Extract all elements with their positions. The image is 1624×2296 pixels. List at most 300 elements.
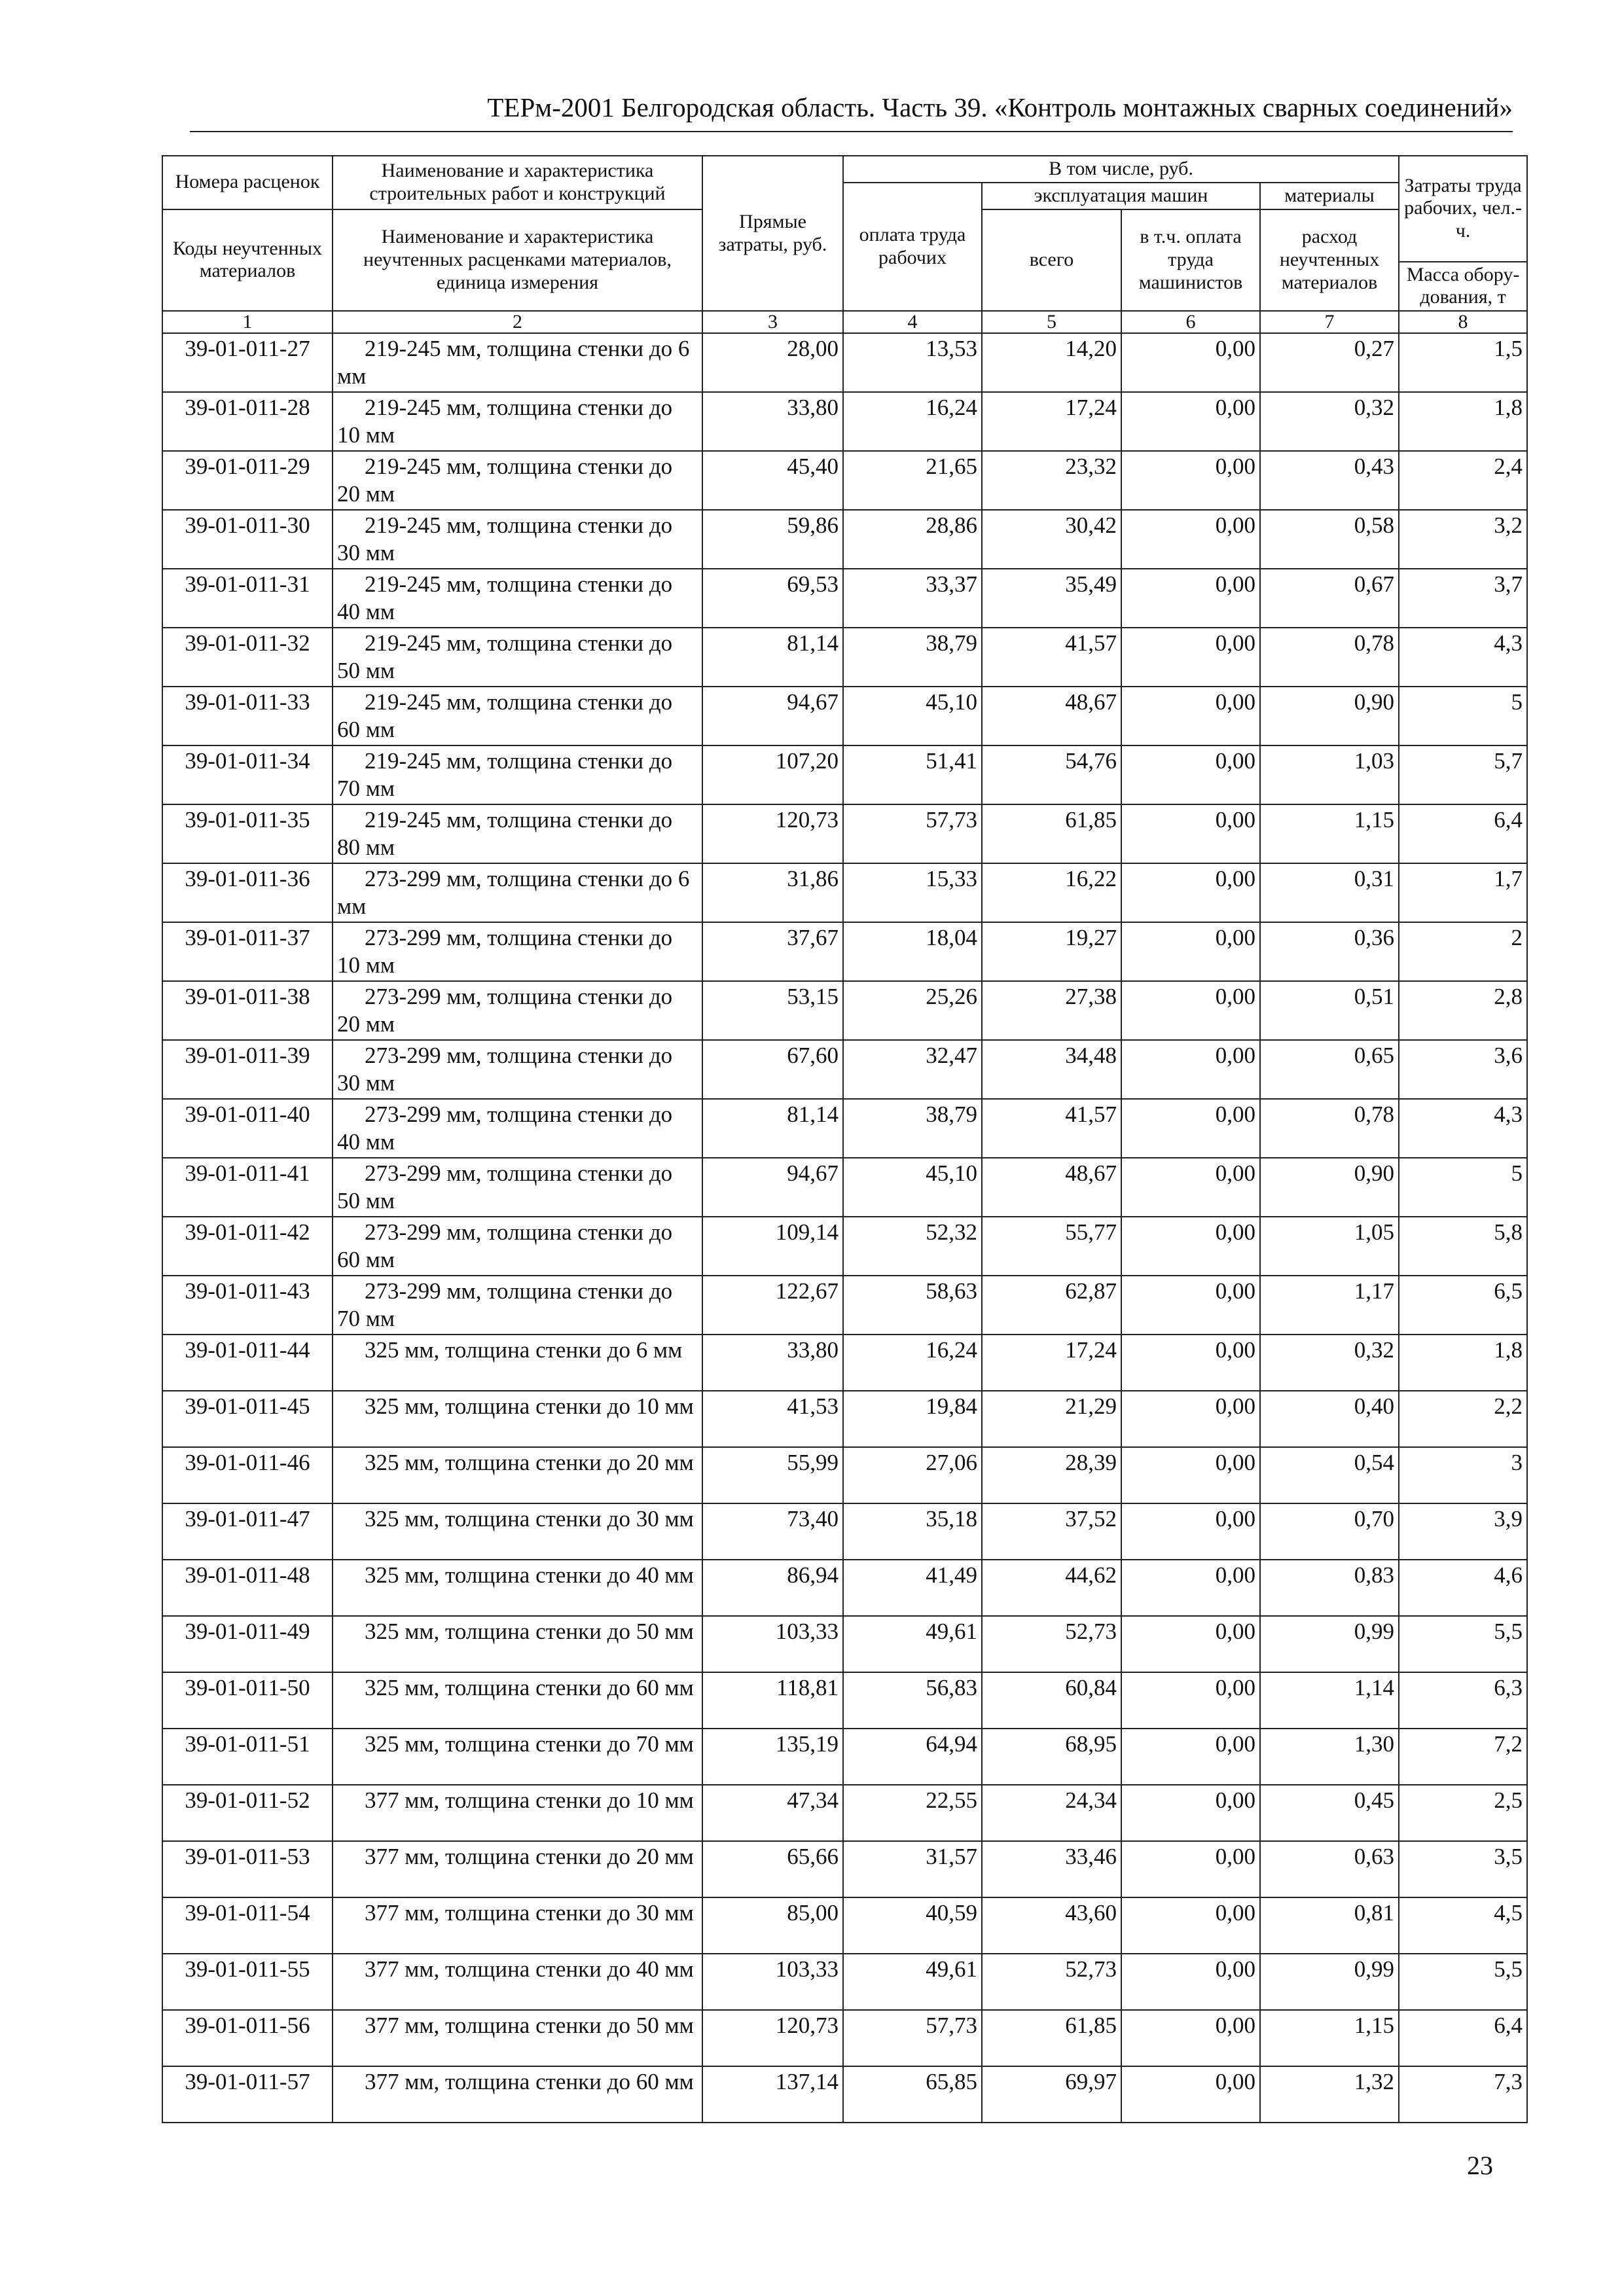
- rate-code-cell: 39-01-011-45: [162, 1391, 333, 1447]
- rate-code-cell: 39-01-011-55: [162, 1954, 333, 2010]
- header-materials: материалы: [1260, 183, 1399, 209]
- operators-pay-cell: 0,00: [1121, 2010, 1260, 2066]
- operators-pay-cell: 0,00: [1121, 1099, 1260, 1158]
- machines-total-cell: 60,84: [982, 1672, 1121, 1729]
- machines-total-cell: 52,73: [982, 1954, 1121, 2010]
- operators-pay-cell: 0,00: [1121, 1040, 1260, 1099]
- header-machines-total: всего: [982, 209, 1121, 312]
- rate-code-cell: 39-01-011-34: [162, 745, 333, 804]
- work-description-cell: 273-299 мм, толщина стенки до 40 мм: [333, 1099, 702, 1158]
- direct-costs-cell: 55,99: [702, 1447, 843, 1503]
- labor-costs-cell: 3,9: [1399, 1503, 1527, 1560]
- materials-cost-cell: 1,14: [1260, 1672, 1399, 1729]
- labor-costs-cell: 3,2: [1399, 510, 1527, 569]
- materials-cost-cell: 0,90: [1260, 687, 1399, 745]
- header-direct-costs: Прямые затраты, руб.: [702, 156, 843, 311]
- header-rate-numbers: Номера расценок: [162, 156, 333, 209]
- workers-pay-cell: 58,63: [843, 1276, 982, 1335]
- machines-total-cell: 35,49: [982, 569, 1121, 628]
- work-description-cell: 219-245 мм, толщина стенки до 20 мм: [333, 451, 702, 510]
- operators-pay-cell: 0,00: [1121, 922, 1260, 981]
- machines-total-cell: 19,27: [982, 922, 1121, 981]
- materials-cost-cell: 0,32: [1260, 1335, 1399, 1391]
- rate-code-cell: 39-01-011-38: [162, 981, 333, 1040]
- column-number: 4: [843, 311, 982, 333]
- materials-cost-cell: 1,30: [1260, 1729, 1399, 1785]
- machines-total-cell: 33,46: [982, 1841, 1121, 1897]
- materials-cost-cell: 0,81: [1260, 1897, 1399, 1954]
- labor-costs-cell: 6,4: [1399, 804, 1527, 863]
- rate-code-cell: 39-01-011-57: [162, 2066, 333, 2123]
- operators-pay-cell: 0,00: [1121, 863, 1260, 922]
- materials-cost-cell: 0,54: [1260, 1447, 1399, 1503]
- workers-pay-cell: 45,10: [843, 1158, 982, 1217]
- table-row: [162, 628, 1527, 687]
- work-description-cell: 325 мм, толщина стенки до 10 мм: [333, 1391, 702, 1447]
- workers-pay-cell: 49,61: [843, 1616, 982, 1672]
- machines-total-cell: 14,20: [982, 333, 1121, 392]
- materials-cost-cell: 0,27: [1260, 333, 1399, 392]
- direct-costs-cell: 33,80: [702, 1335, 843, 1391]
- machines-total-cell: 55,77: [982, 1217, 1121, 1276]
- direct-costs-cell: 94,67: [702, 687, 843, 745]
- header-machine-operation: эксплуатация машин: [982, 183, 1260, 209]
- machines-total-cell: 43,60: [982, 1897, 1121, 1954]
- table-row: [162, 804, 1527, 863]
- work-description-cell: 219-245 мм, толщина стенки до 80 мм: [333, 804, 702, 863]
- workers-pay-cell: 27,06: [843, 1447, 982, 1503]
- materials-cost-cell: 0,36: [1260, 922, 1399, 981]
- labor-costs-cell: 1,5: [1399, 333, 1527, 392]
- workers-pay-cell: 21,65: [843, 451, 982, 510]
- workers-pay-cell: 35,18: [843, 1503, 982, 1560]
- machines-total-cell: 44,62: [982, 1560, 1121, 1616]
- rate-code-cell: 39-01-011-33: [162, 687, 333, 745]
- labor-costs-cell: 1,8: [1399, 1335, 1527, 1391]
- rate-code-cell: 39-01-011-37: [162, 922, 333, 981]
- workers-pay-cell: 25,26: [843, 981, 982, 1040]
- rate-code-cell: 39-01-011-48: [162, 1560, 333, 1616]
- direct-costs-cell: 137,14: [702, 2066, 843, 2123]
- labor-costs-cell: 4,3: [1399, 628, 1527, 687]
- operators-pay-cell: 0,00: [1121, 1616, 1260, 1672]
- machines-total-cell: 61,85: [982, 804, 1121, 863]
- materials-cost-cell: 0,78: [1260, 628, 1399, 687]
- header-codes-unaccounted: Коды неучтенных материалов: [162, 209, 333, 312]
- workers-pay-cell: 32,47: [843, 1040, 982, 1099]
- machines-total-cell: 61,85: [982, 2010, 1121, 2066]
- materials-cost-cell: 0,70: [1260, 1503, 1399, 1560]
- rate-code-cell: 39-01-011-32: [162, 628, 333, 687]
- table-row: [162, 1158, 1527, 1217]
- operators-pay-cell: 0,00: [1121, 1158, 1260, 1217]
- work-description-cell: 219-245 мм, толщина стенки до 70 мм: [333, 745, 702, 804]
- operators-pay-cell: 0,00: [1121, 804, 1260, 863]
- labor-costs-cell: 7,2: [1399, 1729, 1527, 1785]
- operators-pay-cell: 0,00: [1121, 510, 1260, 569]
- table-row: [162, 2066, 1527, 2123]
- table-row: [162, 1785, 1527, 1841]
- direct-costs-cell: 33,80: [702, 392, 843, 451]
- machines-total-cell: 34,48: [982, 1040, 1121, 1099]
- rate-code-cell: 39-01-011-51: [162, 1729, 333, 1785]
- work-description-cell: 325 мм, толщина стенки до 50 мм: [333, 1616, 702, 1672]
- labor-costs-cell: 2,5: [1399, 1785, 1527, 1841]
- labor-costs-cell: 6,5: [1399, 1276, 1527, 1335]
- operators-pay-cell: 0,00: [1121, 1447, 1260, 1503]
- materials-cost-cell: 0,99: [1260, 1616, 1399, 1672]
- table-row: [162, 1099, 1527, 1158]
- work-description-cell: 325 мм, толщина стенки до 60 мм: [333, 1672, 702, 1729]
- workers-pay-cell: 16,24: [843, 1335, 982, 1391]
- table-row: [162, 1335, 1527, 1391]
- table-header: [162, 156, 1527, 333]
- direct-costs-cell: 45,40: [702, 451, 843, 510]
- direct-costs-cell: 47,34: [702, 1785, 843, 1841]
- header-workers-pay: оплата труда рабочих: [843, 183, 982, 311]
- header-labor-costs: Затраты труда рабочих, чел.-ч.: [1399, 156, 1527, 262]
- operators-pay-cell: 0,00: [1121, 1391, 1260, 1447]
- rates-table: [162, 155, 1528, 2123]
- operators-pay-cell: 0,00: [1121, 1503, 1260, 1560]
- direct-costs-cell: 120,73: [702, 804, 843, 863]
- labor-costs-cell: 2,4: [1399, 451, 1527, 510]
- page-number: 23: [1467, 2151, 1493, 2180]
- direct-costs-cell: 73,40: [702, 1503, 843, 1560]
- rate-code-cell: 39-01-011-30: [162, 510, 333, 569]
- table-row: [162, 1841, 1527, 1897]
- operators-pay-cell: 0,00: [1121, 1785, 1260, 1841]
- materials-cost-cell: 0,58: [1260, 510, 1399, 569]
- direct-costs-cell: 86,94: [702, 1560, 843, 1616]
- operators-pay-cell: 0,00: [1121, 687, 1260, 745]
- direct-costs-cell: 94,67: [702, 1158, 843, 1217]
- table-row: [162, 922, 1527, 981]
- machines-total-cell: 48,67: [982, 1158, 1121, 1217]
- table-row: [162, 1616, 1527, 1672]
- header-equipment-mass: Масса обору-дования, т: [1399, 262, 1527, 312]
- workers-pay-cell: 15,33: [843, 863, 982, 922]
- materials-cost-cell: 0,67: [1260, 569, 1399, 628]
- operators-pay-cell: 0,00: [1121, 981, 1260, 1040]
- work-description-cell: 273-299 мм, толщина стенки до 20 мм: [333, 981, 702, 1040]
- workers-pay-cell: 57,73: [843, 804, 982, 863]
- direct-costs-cell: 103,33: [702, 1954, 843, 2010]
- rate-code-cell: 39-01-011-53: [162, 1841, 333, 1897]
- materials-cost-cell: 1,32: [1260, 2066, 1399, 2123]
- workers-pay-cell: 49,61: [843, 1954, 982, 2010]
- direct-costs-cell: 85,00: [702, 1897, 843, 1954]
- machines-total-cell: 24,34: [982, 1785, 1121, 1841]
- operators-pay-cell: 0,00: [1121, 392, 1260, 451]
- rate-code-cell: 39-01-011-36: [162, 863, 333, 922]
- direct-costs-cell: 122,67: [702, 1276, 843, 1335]
- materials-cost-cell: 0,40: [1260, 1391, 1399, 1447]
- materials-cost-cell: 1,15: [1260, 804, 1399, 863]
- rate-code-cell: 39-01-011-40: [162, 1099, 333, 1158]
- workers-pay-cell: 65,85: [843, 2066, 982, 2123]
- labor-costs-cell: 4,3: [1399, 1099, 1527, 1158]
- table-row: [162, 392, 1527, 451]
- labor-costs-cell: 6,4: [1399, 2010, 1527, 2066]
- column-number: 3: [702, 311, 843, 333]
- table-row: [162, 687, 1527, 745]
- operators-pay-cell: 0,00: [1121, 1672, 1260, 1729]
- work-description-cell: 377 мм, толщина стенки до 30 мм: [333, 1897, 702, 1954]
- rate-code-cell: 39-01-011-43: [162, 1276, 333, 1335]
- rate-code-cell: 39-01-011-42: [162, 1217, 333, 1276]
- work-description-cell: 377 мм, толщина стенки до 10 мм: [333, 1785, 702, 1841]
- labor-costs-cell: 4,5: [1399, 1897, 1527, 1954]
- machines-total-cell: 28,39: [982, 1447, 1121, 1503]
- direct-costs-cell: 107,20: [702, 745, 843, 804]
- workers-pay-cell: 28,86: [843, 510, 982, 569]
- machines-total-cell: 41,57: [982, 628, 1121, 687]
- table-row: [162, 1672, 1527, 1729]
- machines-total-cell: 52,73: [982, 1616, 1121, 1672]
- header-unaccounted-consumption: расход неучтенных материалов: [1260, 209, 1399, 312]
- workers-pay-cell: 22,55: [843, 1785, 982, 1841]
- work-description-cell: 273-299 мм, толщина стенки до 50 мм: [333, 1158, 702, 1217]
- header-name-unaccounted: Наименование и характеристика неучтенных расценками материалов, единица измерения: [333, 209, 702, 312]
- column-number: 2: [333, 311, 702, 333]
- materials-cost-cell: 0,78: [1260, 1099, 1399, 1158]
- machines-total-cell: 17,24: [982, 1335, 1121, 1391]
- work-description-cell: 219-245 мм, толщина стенки до 60 мм: [333, 687, 702, 745]
- table-row: [162, 569, 1527, 628]
- work-description-cell: 377 мм, толщина стенки до 20 мм: [333, 1841, 702, 1897]
- table-row: [162, 745, 1527, 804]
- rate-code-cell: 39-01-011-46: [162, 1447, 333, 1503]
- labor-costs-cell: 5,8: [1399, 1217, 1527, 1276]
- column-number: 7: [1260, 311, 1399, 333]
- labor-costs-cell: 7,3: [1399, 2066, 1527, 2123]
- workers-pay-cell: 38,79: [843, 1099, 982, 1158]
- direct-costs-cell: 81,14: [702, 628, 843, 687]
- operators-pay-cell: 0,00: [1121, 569, 1260, 628]
- rate-code-cell: 39-01-011-41: [162, 1158, 333, 1217]
- machines-total-cell: 37,52: [982, 1503, 1121, 1560]
- operators-pay-cell: 0,00: [1121, 1217, 1260, 1276]
- machines-total-cell: 54,76: [982, 745, 1121, 804]
- column-number: 5: [982, 311, 1121, 333]
- labor-costs-cell: 2,2: [1399, 1391, 1527, 1447]
- operators-pay-cell: 0,00: [1121, 1841, 1260, 1897]
- direct-costs-cell: 28,00: [702, 333, 843, 392]
- workers-pay-cell: 31,57: [843, 1841, 982, 1897]
- workers-pay-cell: 33,37: [843, 569, 982, 628]
- workers-pay-cell: 41,49: [843, 1560, 982, 1616]
- labor-costs-cell: 1,7: [1399, 863, 1527, 922]
- materials-cost-cell: 0,43: [1260, 451, 1399, 510]
- labor-costs-cell: 3,5: [1399, 1841, 1527, 1897]
- materials-cost-cell: 0,83: [1260, 1560, 1399, 1616]
- workers-pay-cell: 51,41: [843, 745, 982, 804]
- machines-total-cell: 69,97: [982, 2066, 1121, 2123]
- work-description-cell: 273-299 мм, толщина стенки до 6 мм: [333, 863, 702, 922]
- table-row: [162, 1217, 1527, 1276]
- machines-total-cell: 62,87: [982, 1276, 1121, 1335]
- labor-costs-cell: 2: [1399, 922, 1527, 981]
- table-row: [162, 1954, 1527, 2010]
- work-description-cell: 325 мм, толщина стенки до 70 мм: [333, 1729, 702, 1785]
- work-description-cell: 219-245 мм, толщина стенки до 30 мм: [333, 510, 702, 569]
- table-row: [162, 1560, 1527, 1616]
- machines-total-cell: 41,57: [982, 1099, 1121, 1158]
- operators-pay-cell: 0,00: [1121, 1729, 1260, 1785]
- workers-pay-cell: 40,59: [843, 1897, 982, 1954]
- workers-pay-cell: 19,84: [843, 1391, 982, 1447]
- workers-pay-cell: 64,94: [843, 1729, 982, 1785]
- materials-cost-cell: 1,03: [1260, 745, 1399, 804]
- materials-cost-cell: 0,31: [1260, 863, 1399, 922]
- labor-costs-cell: 2,8: [1399, 981, 1527, 1040]
- labor-costs-cell: 3,6: [1399, 1040, 1527, 1099]
- table-row: [162, 510, 1527, 569]
- work-description-cell: 325 мм, толщина стенки до 6 мм: [333, 1335, 702, 1391]
- work-description-cell: 377 мм, толщина стенки до 40 мм: [333, 1954, 702, 2010]
- work-description-cell: 219-245 мм, толщина стенки до 50 мм: [333, 628, 702, 687]
- rate-code-cell: 39-01-011-28: [162, 392, 333, 451]
- table-row: [162, 1391, 1527, 1447]
- work-description-cell: 273-299 мм, толщина стенки до 70 мм: [333, 1276, 702, 1335]
- labor-costs-cell: 5,5: [1399, 1616, 1527, 1672]
- materials-cost-cell: 0,45: [1260, 1785, 1399, 1841]
- direct-costs-cell: 53,15: [702, 981, 843, 1040]
- workers-pay-cell: 18,04: [843, 922, 982, 981]
- operators-pay-cell: 0,00: [1121, 1954, 1260, 2010]
- column-number: 8: [1399, 311, 1527, 333]
- workers-pay-cell: 45,10: [843, 687, 982, 745]
- labor-costs-cell: 1,8: [1399, 392, 1527, 451]
- direct-costs-cell: 118,81: [702, 1672, 843, 1729]
- rate-code-cell: 39-01-011-50: [162, 1672, 333, 1729]
- rate-code-cell: 39-01-011-29: [162, 451, 333, 510]
- materials-cost-cell: 1,15: [1260, 2010, 1399, 2066]
- table-row: [162, 1276, 1527, 1335]
- rate-code-cell: 39-01-011-54: [162, 1897, 333, 1954]
- workers-pay-cell: 16,24: [843, 392, 982, 451]
- work-description-cell: 273-299 мм, толщина стенки до 60 мм: [333, 1217, 702, 1276]
- work-description-cell: 219-245 мм, толщина стенки до 6 мм: [333, 333, 702, 392]
- work-description-cell: 219-245 мм, толщина стенки до 10 мм: [333, 392, 702, 451]
- rate-code-cell: 39-01-011-49: [162, 1616, 333, 1672]
- table-row: [162, 2010, 1527, 2066]
- rate-code-cell: 39-01-011-27: [162, 333, 333, 392]
- workers-pay-cell: 38,79: [843, 628, 982, 687]
- rate-code-cell: 39-01-011-44: [162, 1335, 333, 1391]
- operators-pay-cell: 0,00: [1121, 1276, 1260, 1335]
- machines-total-cell: 48,67: [982, 687, 1121, 745]
- direct-costs-cell: 41,53: [702, 1391, 843, 1447]
- operators-pay-cell: 0,00: [1121, 1335, 1260, 1391]
- work-description-cell: 325 мм, толщина стенки до 30 мм: [333, 1503, 702, 1560]
- operators-pay-cell: 0,00: [1121, 451, 1260, 510]
- work-description-cell: 273-299 мм, толщина стенки до 30 мм: [333, 1040, 702, 1099]
- rate-code-cell: 39-01-011-39: [162, 1040, 333, 1099]
- labor-costs-cell: 5,7: [1399, 745, 1527, 804]
- labor-costs-cell: 3,7: [1399, 569, 1527, 628]
- operators-pay-cell: 0,00: [1121, 745, 1260, 804]
- direct-costs-cell: 37,67: [702, 922, 843, 981]
- header-operators-pay: в т.ч. оплата труда машинистов: [1121, 209, 1260, 312]
- materials-cost-cell: 0,32: [1260, 392, 1399, 451]
- direct-costs-cell: 109,14: [702, 1217, 843, 1276]
- materials-cost-cell: 1,05: [1260, 1217, 1399, 1276]
- workers-pay-cell: 13,53: [843, 333, 982, 392]
- rate-code-cell: 39-01-011-35: [162, 804, 333, 863]
- work-description-cell: 325 мм, толщина стенки до 40 мм: [333, 1560, 702, 1616]
- labor-costs-cell: 5: [1399, 687, 1527, 745]
- operators-pay-cell: 0,00: [1121, 1897, 1260, 1954]
- work-description-cell: 273-299 мм, толщина стенки до 10 мм: [333, 922, 702, 981]
- machines-total-cell: 30,42: [982, 510, 1121, 569]
- machines-total-cell: 16,22: [982, 863, 1121, 922]
- materials-cost-cell: 0,63: [1260, 1841, 1399, 1897]
- workers-pay-cell: 56,83: [843, 1672, 982, 1729]
- table-row: [162, 981, 1527, 1040]
- rate-code-cell: 39-01-011-47: [162, 1503, 333, 1560]
- work-description-cell: 377 мм, толщина стенки до 50 мм: [333, 2010, 702, 2066]
- column-number-row: [162, 311, 1527, 333]
- table-row: [162, 1040, 1527, 1099]
- machines-total-cell: 23,32: [982, 451, 1121, 510]
- materials-cost-cell: 0,99: [1260, 1954, 1399, 2010]
- column-number: 6: [1121, 311, 1260, 333]
- work-description-cell: 377 мм, толщина стенки до 60 мм: [333, 2066, 702, 2123]
- table-row: [162, 1897, 1527, 1954]
- direct-costs-cell: 103,33: [702, 1616, 843, 1672]
- work-description-cell: 325 мм, толщина стенки до 20 мм: [333, 1447, 702, 1503]
- labor-costs-cell: 3: [1399, 1447, 1527, 1503]
- machines-total-cell: 27,38: [982, 981, 1121, 1040]
- labor-costs-cell: 5: [1399, 1158, 1527, 1217]
- direct-costs-cell: 120,73: [702, 2010, 843, 2066]
- materials-cost-cell: 1,17: [1260, 1276, 1399, 1335]
- workers-pay-cell: 57,73: [843, 2010, 982, 2066]
- direct-costs-cell: 31,86: [702, 863, 843, 922]
- table-row: [162, 1447, 1527, 1503]
- materials-cost-cell: 0,65: [1260, 1040, 1399, 1099]
- direct-costs-cell: 67,60: [702, 1040, 843, 1099]
- labor-costs-cell: 4,6: [1399, 1560, 1527, 1616]
- table-row: [162, 1503, 1527, 1560]
- header-name-works: Наименование и характеристика строительных работ и конструкций: [333, 156, 702, 209]
- column-number: 1: [162, 311, 333, 333]
- workers-pay-cell: 52,32: [843, 1217, 982, 1276]
- machines-total-cell: 21,29: [982, 1391, 1121, 1447]
- materials-cost-cell: 0,51: [1260, 981, 1399, 1040]
- table-row: [162, 451, 1527, 510]
- direct-costs-cell: 65,66: [702, 1841, 843, 1897]
- rate-code-cell: 39-01-011-56: [162, 2010, 333, 2066]
- materials-cost-cell: 0,90: [1260, 1158, 1399, 1217]
- operators-pay-cell: 0,00: [1121, 628, 1260, 687]
- operators-pay-cell: 0,00: [1121, 333, 1260, 392]
- work-description-cell: 219-245 мм, толщина стенки до 40 мм: [333, 569, 702, 628]
- direct-costs-cell: 59,86: [702, 510, 843, 569]
- table-row: [162, 333, 1527, 392]
- table-row: [162, 863, 1527, 922]
- header-including: В том числе, руб.: [843, 156, 1399, 183]
- rate-code-cell: 39-01-011-31: [162, 569, 333, 628]
- operators-pay-cell: 0,00: [1121, 1560, 1260, 1616]
- direct-costs-cell: 81,14: [702, 1099, 843, 1158]
- machines-total-cell: 68,95: [982, 1729, 1121, 1785]
- table-row: [162, 1729, 1527, 1785]
- machines-total-cell: 17,24: [982, 392, 1121, 451]
- labor-costs-cell: 6,3: [1399, 1672, 1527, 1729]
